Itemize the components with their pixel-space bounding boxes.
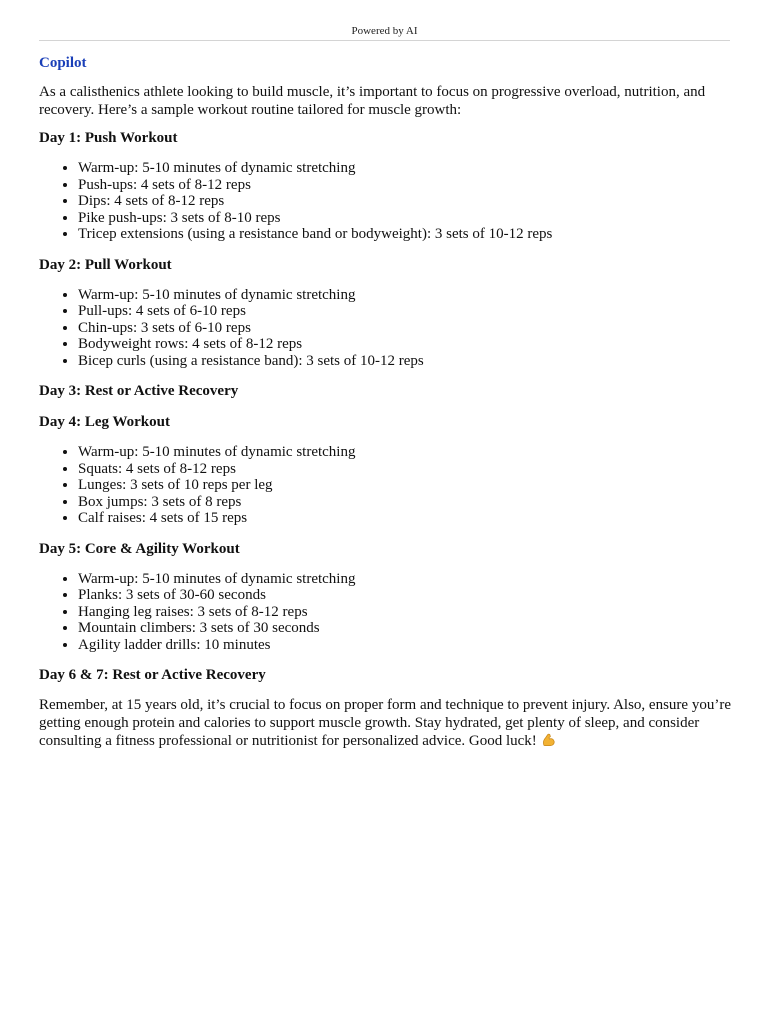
- intro-paragraph: As a calisthenics athlete looking to build muscle, it’s important to focus on progressive overload, nutrition, and recovery. Here’s a sample workout routine tailored for muscle growth:: [39, 84, 706, 118]
- list-item: • Squats: 4 sets of 8-12 reps: [78, 461, 733, 478]
- page-header: Powered by AI: [39, 24, 730, 41]
- list-item: • Pull-ups: 4 sets of 6-10 reps: [78, 303, 733, 320]
- list-item: • Chin-ups: 3 sets of 6-10 reps: [78, 320, 733, 337]
- flexed-biceps-icon: [541, 732, 556, 753]
- list-item: • Warm-up: 5-10 minutes of dynamic stretching: [78, 571, 733, 588]
- closing-text: Remember, at 15 years old, it’s crucial to focus on proper form and technique to prevent injury. Also, ensure you’re getting enough protein and calories to support muscle growth. Stay hydrated, get plenty of sleep, and consider consulting a fitness professional or nutritionist for personalized advice. Good luck!: [39, 697, 731, 749]
- list-item: • Box jumps: 3 sets of 8 reps: [78, 494, 733, 511]
- chat-message: [39, 53, 733, 763]
- speaker-name: Copilot: [39, 55, 87, 71]
- exercise-list: [39, 287, 733, 370]
- day-heading: Day 1: Push Workout: [39, 130, 178, 146]
- day-heading: Day 6 & 7: Rest or Active Recovery: [39, 667, 266, 683]
- day-heading: Day 3: Rest or Active Recovery: [39, 383, 239, 399]
- workout-plan: [39, 129, 733, 684]
- list-item: • Bodyweight rows: 4 sets of 8-12 reps: [78, 336, 733, 353]
- closing-paragraph: [39, 697, 733, 753]
- list-item: • Dips: 4 sets of 8-12 reps: [78, 193, 733, 210]
- day-heading: Day 5: Core & Agility Workout: [39, 540, 240, 557]
- exercise-list: [39, 160, 733, 243]
- list-item: • Tricep extensions (using a resistance band or bodyweight): 3 sets of 10-12 reps: [78, 226, 733, 243]
- day-heading: Day 2: Pull Workout: [39, 256, 172, 273]
- list-item: • Calf raises: 4 sets of 15 reps: [78, 510, 733, 527]
- list-item: • Pike push-ups: 3 sets of 8-10 reps: [78, 210, 733, 227]
- list-item: • Agility ladder drills: 10 minutes: [78, 637, 733, 654]
- exercise-list: [39, 571, 733, 654]
- list-item: • Bicep curls (using a resistance band): 3 sets of 10-12 reps: [78, 353, 733, 370]
- list-item: • Warm-up: 5-10 minutes of dynamic stretching: [78, 444, 733, 461]
- list-item: • Hanging leg raises: 3 sets of 8-12 reps: [78, 604, 733, 621]
- exercise-list: [39, 444, 733, 527]
- list-item: • Warm-up: 5-10 minutes of dynamic stretching: [78, 160, 733, 177]
- list-item: • Mountain climbers: 3 sets of 30 seconds: [78, 620, 733, 637]
- day-heading: Day 4: Leg Workout: [39, 414, 170, 430]
- list-item: • Warm-up: 5-10 minutes of dynamic stretching: [78, 287, 733, 304]
- list-item: • Lunges: 3 sets of 10 reps per leg: [78, 477, 733, 494]
- list-item: • Push-ups: 4 sets of 8-12 reps: [78, 177, 733, 194]
- list-item: • Planks: 3 sets of 30-60 seconds: [78, 587, 733, 604]
